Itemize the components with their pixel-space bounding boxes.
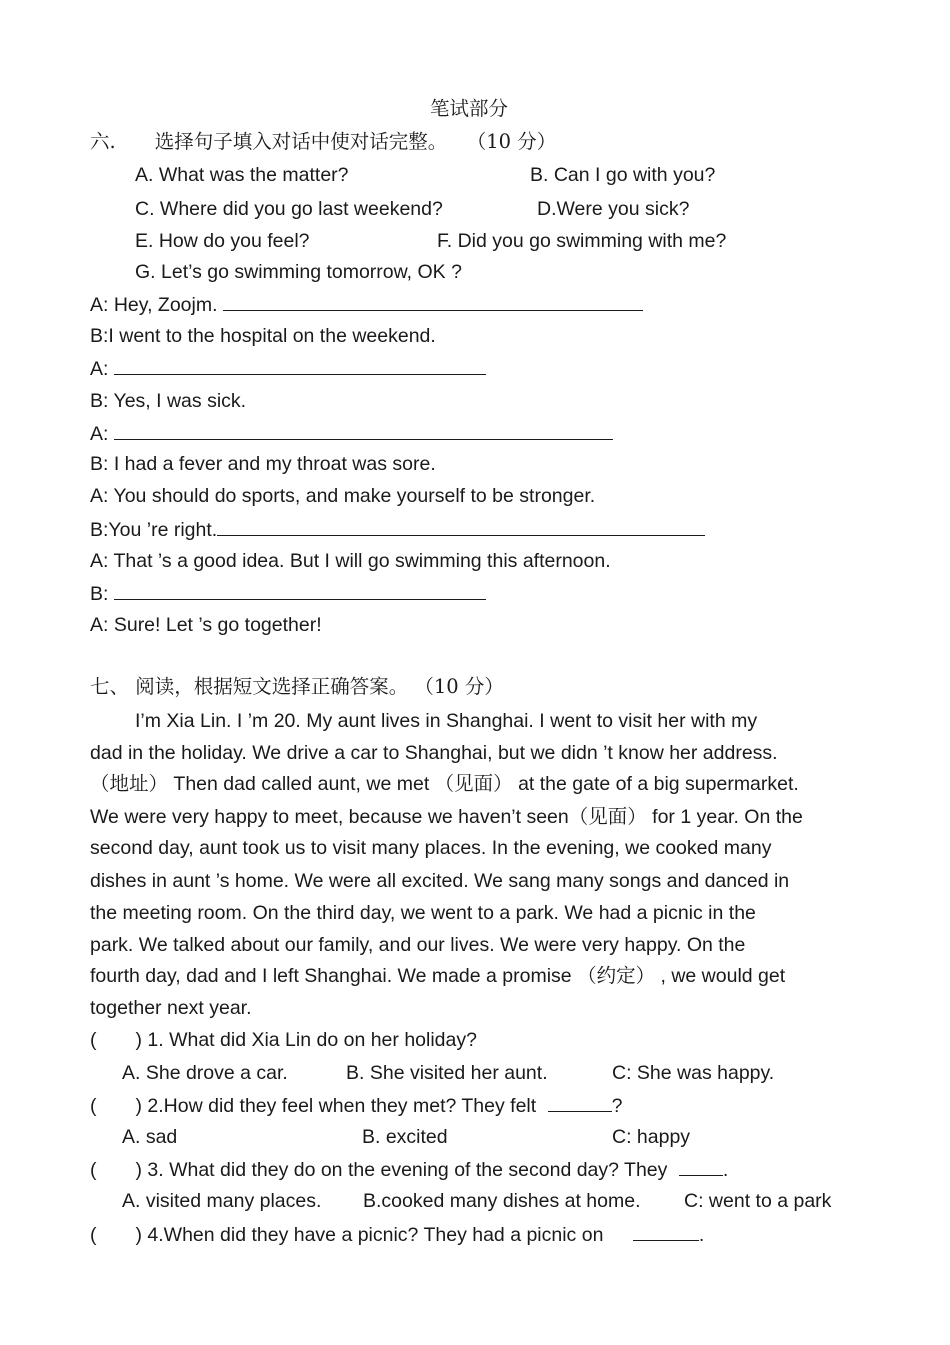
dialogue-line xyxy=(90,421,613,446)
question-1: ( ) 1. What did Xia Lin do on her holiday? xyxy=(90,1029,477,1051)
section-7-heading: 七、 阅读，根据短文选择正确答案。 （10 分） xyxy=(90,675,504,698)
q2-option-c: C: happy xyxy=(612,1126,691,1148)
answer-blank[interactable] xyxy=(223,292,643,311)
option-g: G. Let’s go swimming tomorrow, OK ? xyxy=(135,261,462,283)
question-end: ? xyxy=(611,1095,623,1117)
option-e: E. How do you feel? xyxy=(135,230,310,252)
passage-line: dad in the holiday. We drive a car to Shanghai, but we didn ’t know her address. xyxy=(90,742,778,764)
q1-option-a: A. She drove a car. xyxy=(122,1062,288,1084)
question-4 xyxy=(90,1222,704,1247)
dialogue-text: A: xyxy=(90,423,109,445)
answer-blank[interactable] xyxy=(679,1157,723,1176)
page-title: 笔试部分 xyxy=(430,97,509,120)
dialogue-line: B: I had a fever and my throat was sore. xyxy=(90,453,436,475)
dialogue-line xyxy=(90,581,486,606)
q1-option-b: B. She visited her aunt. xyxy=(346,1062,548,1084)
dialogue-text: B: xyxy=(90,583,109,605)
option-f: F. Did you go swimming with me? xyxy=(437,230,727,252)
dialogue-line: B: Yes, I was sick. xyxy=(90,390,247,412)
option-a: A. What was the matter? xyxy=(135,164,349,186)
passage-line: dishes in aunt ’s home. We were all excited. We sang many songs and danced in xyxy=(90,870,790,892)
dialogue-text: B:You ’re right. xyxy=(90,519,218,541)
passage-line: together next year. xyxy=(90,997,252,1019)
dialogue-line xyxy=(90,517,705,542)
passage-line: We were very happy to meet, because we haven’t seen（见面） for 1 year. On the xyxy=(90,806,803,828)
q1-option-c: C: She was happy. xyxy=(612,1062,775,1084)
passage-line: fourth day, dad and I left Shanghai. We made a promise （约定） , we would get xyxy=(90,965,786,987)
option-c: C. Where did you go last weekend? xyxy=(135,198,443,220)
dialogue-line: A: That ’s a good idea. But I will go swimming this afternoon. xyxy=(90,550,611,572)
question-end: . xyxy=(698,1224,705,1246)
passage-line: （地址） Then dad called aunt, we met （见面） at the gate of a big supermarket. xyxy=(90,773,799,795)
question-text: ( ) 3. What did they do on the evening of the second day? They xyxy=(90,1159,668,1181)
dialogue-line: B:I went to the hospital on the weekend. xyxy=(90,325,436,347)
question-text: ( ) 2.How did they feel when they met? They felt xyxy=(90,1095,537,1117)
dialogue-text: A: Hey, Zoojm. xyxy=(90,294,218,316)
passage-line: I’m Xia Lin. I ’m 20. My aunt lives in Shanghai. I went to visit her with my xyxy=(135,710,758,732)
option-d: D.Were you sick? xyxy=(537,198,690,220)
dialogue-line: A: Sure! Let ’s go together! xyxy=(90,614,322,636)
passage-line: second day, aunt took us to visit many places. In the evening, we cooked many xyxy=(90,837,772,859)
q2-option-b: B. excited xyxy=(362,1126,448,1148)
q3-option-c: C: went to a park xyxy=(684,1190,832,1212)
answer-blank[interactable] xyxy=(114,581,486,600)
answer-blank[interactable] xyxy=(633,1222,699,1241)
section-6-heading: 六. 选择句子填入对话中使对话完整。 （10 分） xyxy=(90,130,557,153)
question-text: ( ) 4.When did they have a picnic? They had a picnic on xyxy=(90,1224,604,1246)
passage-line: park. We talked about our family, and our lives. We were very happy. On the xyxy=(90,934,746,956)
question-3 xyxy=(90,1157,728,1182)
answer-blank[interactable] xyxy=(114,421,613,440)
question-end: . xyxy=(722,1159,729,1181)
option-b: B. Can I go with you? xyxy=(530,164,716,186)
question-2 xyxy=(90,1093,622,1118)
q2-option-a: A. sad xyxy=(122,1126,178,1148)
dialogue-line: A: You should do sports, and make yourself to be stronger. xyxy=(90,485,596,507)
q3-option-b: B.cooked many dishes at home. xyxy=(363,1190,641,1212)
answer-blank[interactable] xyxy=(548,1093,612,1112)
q3-option-a: A. visited many places. xyxy=(122,1190,322,1212)
answer-blank[interactable] xyxy=(217,517,705,536)
answer-blank[interactable] xyxy=(114,356,486,375)
dialogue-line xyxy=(90,292,643,317)
passage-line: the meeting room. On the third day, we went to a park. We had a picnic in the xyxy=(90,902,756,924)
dialogue-line xyxy=(90,356,486,381)
dialogue-text: A: xyxy=(90,358,109,380)
